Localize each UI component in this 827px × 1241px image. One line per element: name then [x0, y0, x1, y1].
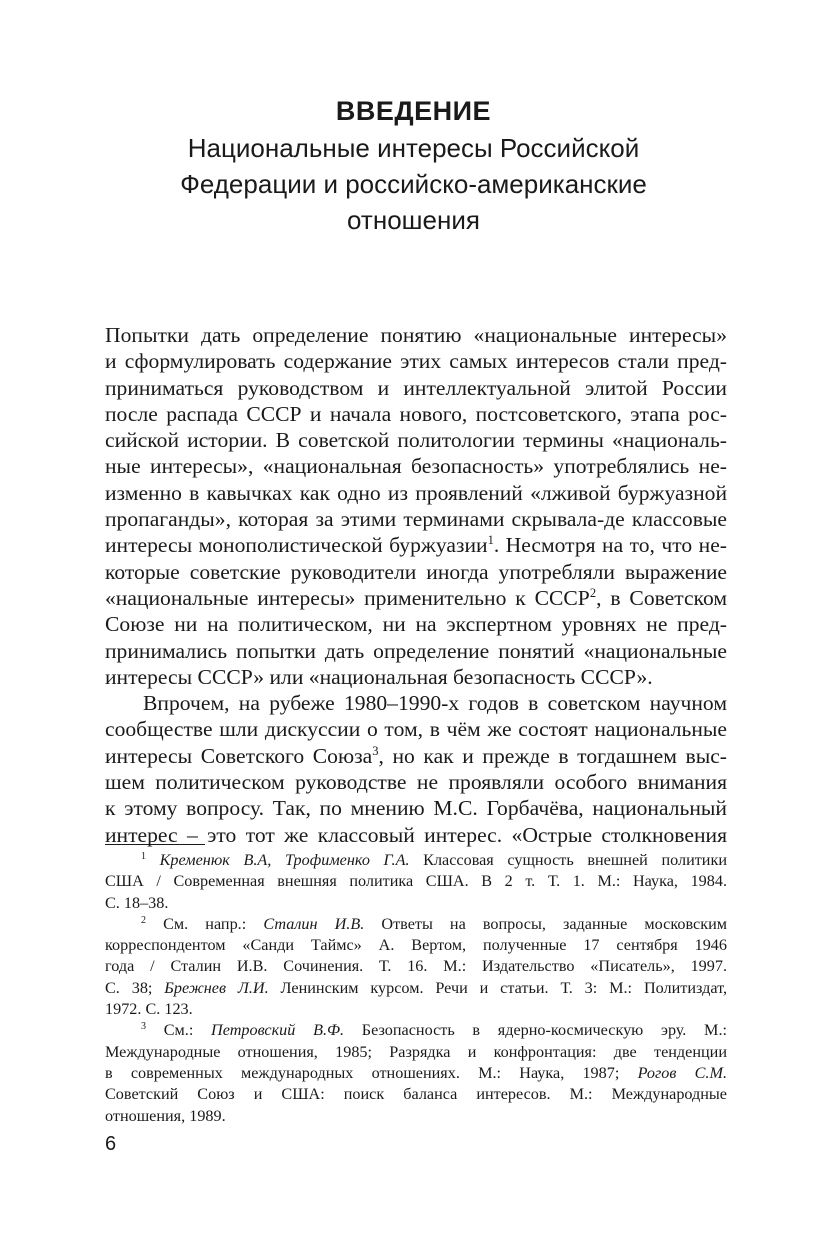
text-line: и сформулировать содержание этих самых интересов стали пред-	[105, 349, 727, 374]
footnote-text: См.:	[146, 1021, 212, 1040]
text-line: пропаганды», которая за этими терминами скрывала-де классовые	[105, 507, 727, 532]
footnote-line: С. 18–38.	[105, 893, 169, 912]
text-fragment: , в Советском	[596, 585, 727, 610]
footnote-line	[105, 850, 727, 871]
footnote-ref-2[interactable]: 2	[589, 585, 597, 600]
footnote-ref-1[interactable]: 1	[487, 533, 494, 548]
footnote-author: Петровский В.Ф.	[211, 1021, 345, 1040]
footnote-text: Классовая сущность внешней политики	[409, 851, 727, 869]
footnote-line: 1972. С. 123.	[105, 1000, 193, 1019]
text-line: к этому вопросу. Так, по мнению М.С. Горбачёва, национальный	[105, 796, 727, 821]
footnote-text: См. напр.:	[146, 914, 264, 933]
chapter-title: ВВЕДЕНИЕ	[335, 96, 492, 126]
text-fragment: . Несмотря на то, что не-	[493, 533, 727, 558]
footnote-line: года / Сталин И.В. Сочинения. Т. 16. М.: Издательство «Писатель», 1997.	[105, 957, 727, 976]
text-line: принимались попытки дать определение понятий «национальные	[105, 638, 727, 663]
chapter-subtitle-line-3: отношения	[347, 205, 480, 235]
text-line: Союзе ни на политическом, ни на экспертном уровнях не пред-	[105, 612, 727, 637]
footnote-line: отношения, 1989.	[105, 1106, 226, 1125]
text-fragment: «национальные интересы» применительно к СССР	[105, 585, 590, 610]
footnote-text: Безопасность в ядерно-космическую эру. М.:	[344, 1021, 727, 1040]
text-fragment: интересы монополистической буржуазии	[105, 533, 488, 558]
footnote-line	[105, 914, 727, 935]
footnote-text: Ленинским курсом. Речи и статьи. Т. 3: М.: Политиздат,	[268, 978, 727, 997]
footnote-line: США / Современная внешняя политика США. В 2 т. Т. 1. М.: Наука, 1984.	[105, 872, 727, 891]
text-line: сообществе шли дискуссии о том, в чём же состоят национальные	[105, 717, 727, 742]
footnote-author: Кременюк В.А, Трофименко Г.А.	[159, 851, 410, 869]
text-fragment: интересы Советского Союза	[105, 743, 373, 768]
footnote-2	[105, 914, 727, 1020]
footnote-author: Рогов С.М.	[637, 1063, 727, 1082]
footnote-3	[105, 1020, 727, 1126]
text-line	[105, 743, 727, 769]
text-line: Впрочем, на рубеже 1980–1990-х годов в советском научном	[143, 691, 727, 716]
footnote-ref-3[interactable]: 3	[372, 743, 379, 758]
footnote-1	[105, 850, 727, 914]
text-line: ные интересы», «национальная безопасность» употреблялись не-	[105, 454, 727, 479]
chapter-heading	[100, 92, 727, 238]
text-line: приниматься руководством и интеллектуальной элитой России	[105, 375, 727, 400]
text-line: после распада СССР и начала нового, постсоветского, этапа рос-	[105, 401, 727, 426]
text-line: Попытки дать определение понятию «национальные интересы»	[105, 323, 727, 347]
text-line: интерес – это тот же классовый интерес. «Острые столкновения	[105, 822, 727, 847]
footnote-separator	[105, 844, 205, 845]
footnotes	[105, 850, 727, 1127]
footnote-line	[105, 978, 727, 999]
footnote-mark: 2	[141, 914, 147, 926]
text-line: сийской истории. В советской политологии термины «националь-	[105, 428, 727, 453]
footnote-author: Сталин И.В.	[263, 914, 365, 933]
text-line: изменно в кавычках как одно из проявлений «лживой буржуазной	[105, 480, 727, 505]
footnote-text: Ответы на вопросы, заданные московским	[364, 914, 727, 933]
footnote-line: Международные отношения, 1985; Разрядка и конфронтация: две тенденции	[105, 1042, 727, 1061]
text-line	[105, 532, 727, 558]
footnote-author: Брежнев Л.И.	[164, 978, 269, 997]
text-line: интересы СССР» или «национальная безопасность СССР».	[105, 664, 653, 689]
text-line: шем политическом руководстве не проявляли особого внимания	[105, 770, 727, 795]
footnote-line: корреспондентом «Санди Таймс» А. Вертом, полученные 17 сентября 1946	[105, 936, 727, 955]
chapter-subtitle-line-2: Федерации и российско-американские	[180, 169, 647, 199]
footnote-mark: 3	[141, 1021, 147, 1033]
footnote-text: в современных международных отношениях. М.: Наука, 1987;	[105, 1063, 638, 1082]
page-number: 6	[105, 1133, 117, 1155]
footnote-line	[105, 1020, 727, 1041]
footnote-text: С. 38;	[105, 978, 165, 997]
footnote-line: Советский Союз и США: поиск баланса интересов. М.: Международные	[105, 1085, 727, 1104]
footnote-line	[105, 1063, 727, 1084]
text-line	[105, 585, 727, 611]
text-fragment: , но как и прежде в тогдашнем выс-	[378, 743, 727, 768]
main-text	[105, 322, 727, 848]
footnote-mark: 1	[141, 850, 147, 862]
paragraph-1	[105, 322, 727, 690]
text-line: которые советские руководители иногда употребляли выражение	[105, 559, 727, 584]
chapter-subtitle-line-1: Национальные интересы Российской	[187, 133, 640, 163]
paragraph-2	[105, 690, 727, 848]
